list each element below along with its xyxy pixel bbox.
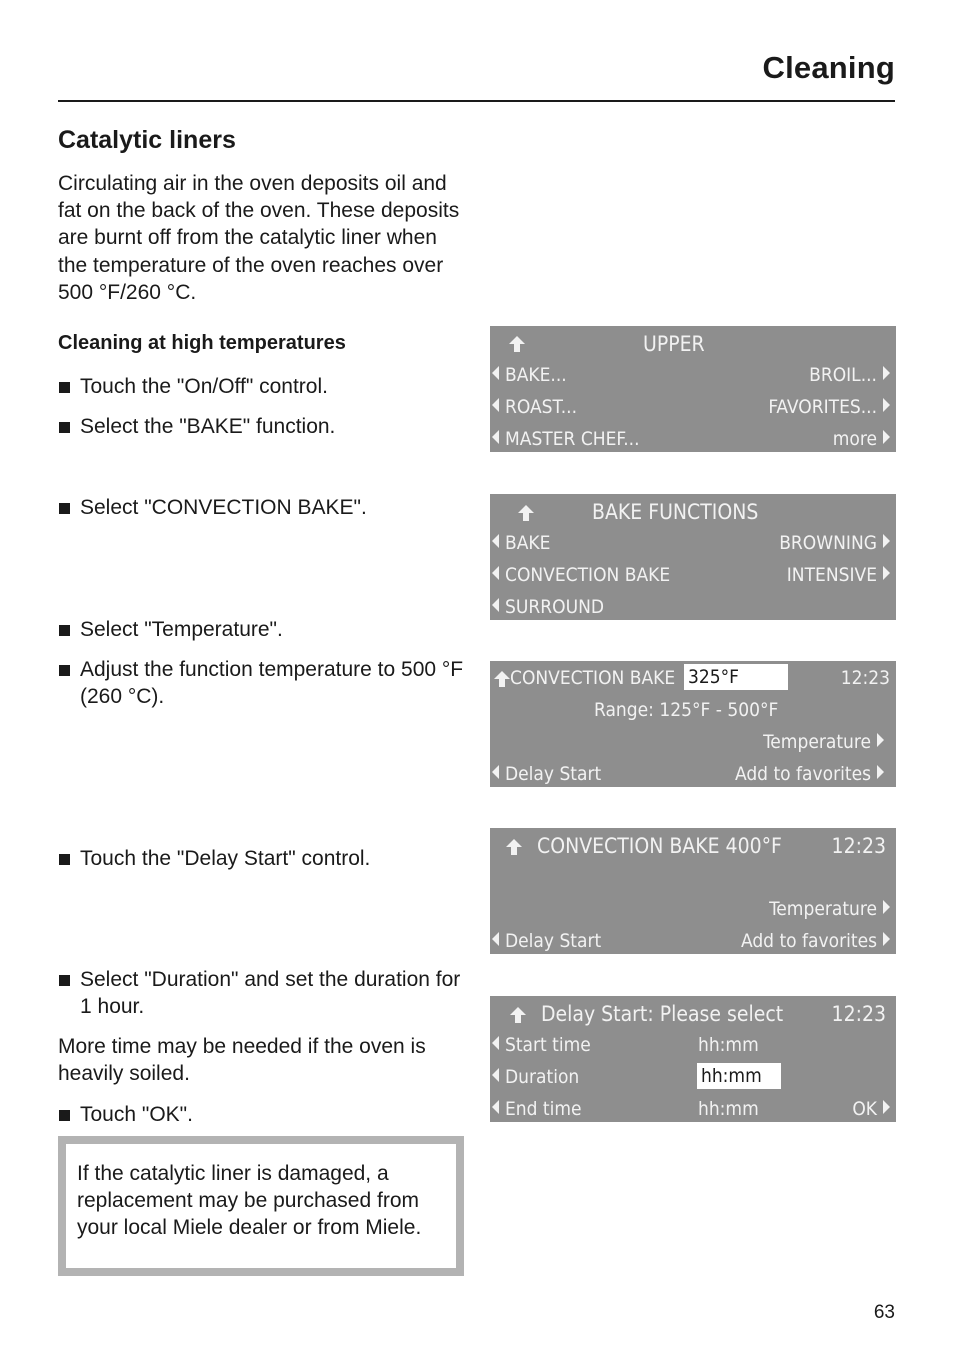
menu-item-delay-start[interactable]: Delay Start [492, 763, 601, 785]
menu-item-add-favorites[interactable]: Add to favorites [735, 763, 884, 785]
note-text: If the catalytic liner is damaged, a replacement may be purchased from your local Miele dealer or from Miele. [66, 1144, 456, 1268]
menu-item-broil[interactable]: BROIL... [809, 364, 890, 386]
menu-item-temperature[interactable]: Temperature [763, 731, 884, 753]
menu-item-roast[interactable]: ROAST... [492, 396, 577, 418]
menu-item-more[interactable]: more [833, 428, 890, 450]
menu-item-convection-bake[interactable]: CONVECTION BAKE [492, 564, 670, 586]
menu-item-temperature[interactable]: Temperature [769, 898, 890, 920]
right-arrow-icon [883, 534, 890, 548]
step-text: Touch the "Delay Start" control. [80, 847, 371, 870]
menu-row [490, 558, 896, 590]
display-title: BAKE FUNCTIONS [592, 500, 759, 524]
up-arrow-icon[interactable] [517, 504, 535, 522]
start-time-value: hh:mm [698, 1034, 759, 1056]
up-arrow-icon[interactable] [505, 838, 523, 856]
up-arrow-icon[interactable] [509, 1006, 527, 1024]
bullet-icon [58, 1101, 80, 1128]
step-item [58, 966, 468, 1020]
menu-row [490, 390, 896, 422]
page-number: 63 [873, 1302, 895, 1323]
menu-item-intensive[interactable]: INTENSIVE [787, 564, 890, 586]
right-arrow-icon [883, 1100, 890, 1114]
subheading: Cleaning at high temperatures [58, 332, 346, 354]
clock-time: 12:23 [831, 1002, 886, 1026]
left-arrow-icon [492, 398, 499, 412]
menu-item-favorites[interactable]: FAVORITES... [768, 396, 890, 418]
menu-item-bake[interactable]: BAKE [492, 532, 550, 554]
step-text: Select "Duration" and set the duration for 1 hour. [80, 968, 461, 1019]
page-header-title: Cleaning [762, 50, 895, 85]
menu-row [490, 1060, 896, 1092]
step-text: Adjust the function temperature to 500 °F (260 °C). [80, 658, 464, 709]
display-convection-bake-400 [490, 828, 896, 954]
step-text: Select "CONVECTION BAKE". [80, 496, 367, 519]
menu-row [490, 757, 896, 789]
clock-time: 12:23 [840, 667, 890, 689]
right-arrow-icon [877, 733, 884, 747]
menu-item-delay-start[interactable]: Delay Start [492, 930, 601, 952]
left-arrow-icon [492, 932, 499, 946]
right-arrow-icon [883, 932, 890, 946]
menu-row [490, 892, 896, 924]
display-title-row [490, 326, 896, 358]
step-item [58, 1101, 468, 1128]
display-convection-bake-temp [490, 661, 896, 787]
range-text: Range: 125°F - 500°F [594, 699, 779, 721]
left-arrow-icon [492, 1068, 499, 1082]
left-arrow-icon [492, 598, 499, 612]
left-arrow-icon [492, 765, 499, 779]
right-arrow-icon [883, 900, 890, 914]
menu-row [490, 1028, 896, 1060]
menu-item-bake[interactable]: BAKE... [492, 364, 567, 386]
left-arrow-icon [492, 534, 499, 548]
end-time-value: hh:mm [698, 1098, 759, 1120]
step-text: Select "Temperature". [80, 618, 283, 641]
display-title: Delay Start: Please select [541, 1002, 784, 1026]
note-box [58, 1136, 464, 1276]
left-arrow-icon [492, 430, 499, 444]
display-upper-menu [490, 326, 896, 452]
menu-row [490, 725, 896, 757]
menu-item-duration[interactable]: Duration [492, 1066, 579, 1088]
display-title-row [490, 661, 896, 693]
display-title-row [490, 494, 896, 526]
ok-button[interactable]: OK [852, 1098, 890, 1120]
mode-label: CONVECTION BAKE [510, 667, 676, 689]
menu-row [490, 526, 896, 558]
right-arrow-icon [877, 765, 884, 779]
menu-item-master-chef[interactable]: MASTER CHEF... [492, 428, 640, 450]
right-arrow-icon [883, 566, 890, 580]
step-text: Touch "OK". [80, 1103, 193, 1126]
menu-row [490, 422, 896, 454]
up-arrow-icon[interactable] [493, 670, 511, 688]
extra-paragraph: More time may be needed if the oven is heavily soiled. [58, 1035, 426, 1086]
bullet-icon [58, 413, 80, 440]
bullet-icon [58, 494, 80, 521]
display-title: UPPER [643, 332, 705, 356]
menu-item-add-favorites[interactable]: Add to favorites [741, 930, 890, 952]
left-arrow-icon [492, 1036, 499, 1050]
display-title-row [490, 996, 896, 1028]
up-arrow-icon[interactable] [508, 335, 526, 353]
menu-item-start-time[interactable]: Start time [492, 1034, 591, 1056]
step-text: Select the "BAKE" function. [80, 415, 336, 438]
menu-row [490, 1092, 896, 1124]
left-arrow-icon [492, 366, 499, 380]
duration-field[interactable]: hh:mm [697, 1063, 781, 1089]
menu-item-surround[interactable]: SURROUND [492, 596, 604, 618]
bullet-icon [58, 845, 80, 872]
menu-row [490, 924, 896, 956]
display-bake-functions [490, 494, 896, 620]
step-item [58, 413, 468, 440]
step-item [58, 373, 468, 400]
right-arrow-icon [883, 430, 890, 444]
step-item [58, 494, 468, 521]
step-item [58, 845, 468, 872]
menu-row [490, 590, 896, 622]
step-item [58, 656, 468, 710]
intro-paragraph: Circulating air in the oven deposits oil and fat on the back of the oven. These deposits are burnt off from the catalytic liner when the temperature of the oven reaches over 500 °F/260 °C. [58, 172, 460, 304]
right-arrow-icon [883, 366, 890, 380]
display-delay-start [490, 996, 896, 1122]
menu-item-browning[interactable]: BROWNING [779, 532, 890, 554]
display-title: CONVECTION BAKE 400°F [537, 834, 782, 858]
bullet-icon [58, 966, 80, 1020]
bullet-icon [58, 656, 80, 710]
menu-row [490, 358, 896, 390]
display-title-row [490, 828, 896, 860]
step-item [58, 616, 468, 643]
left-arrow-icon [492, 566, 499, 580]
step-text: Touch the "On/Off" control. [80, 375, 328, 398]
bullet-icon [58, 373, 80, 400]
right-arrow-icon [883, 398, 890, 412]
header-divider [58, 100, 895, 102]
range-row [490, 693, 896, 725]
bullet-icon [58, 616, 80, 643]
menu-item-end-time[interactable]: End time [492, 1098, 582, 1120]
temperature-field[interactable]: 325°F [684, 664, 788, 690]
clock-time: 12:23 [831, 834, 886, 858]
left-arrow-icon [492, 1100, 499, 1114]
section-title: Catalytic liners [58, 126, 236, 154]
